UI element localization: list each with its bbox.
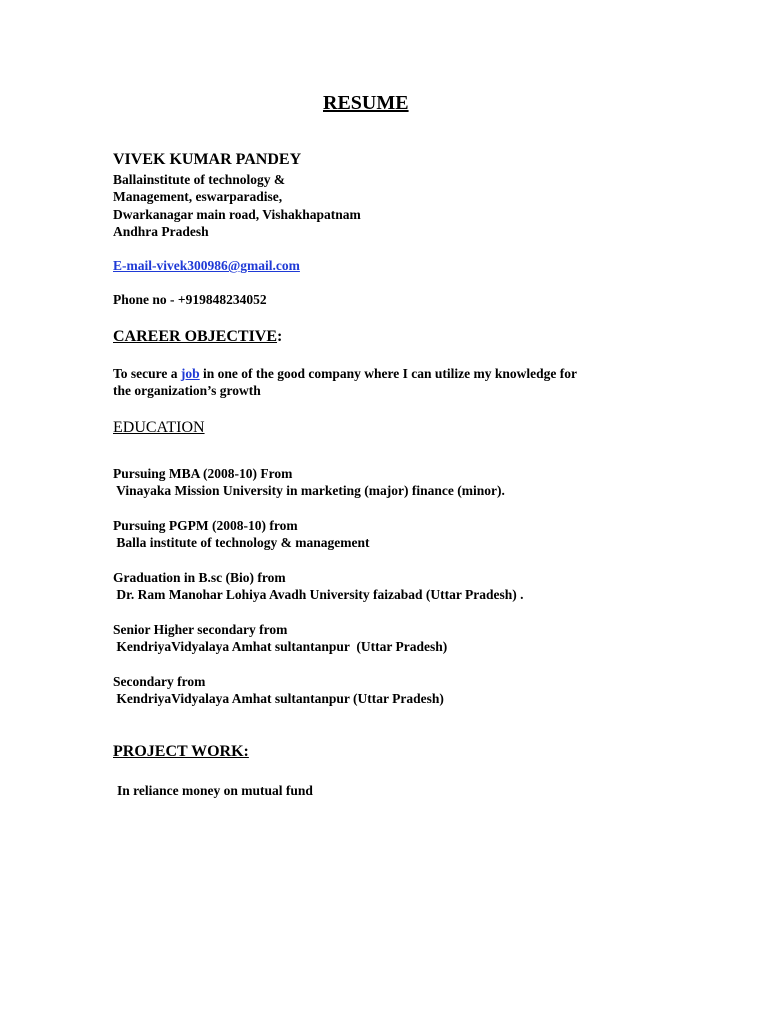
education-degree: Secondary from [113, 674, 206, 689]
phone-number: Phone no - +919848234052 [113, 292, 267, 307]
address-line: Management, eswarparadise, [113, 189, 283, 204]
job-link[interactable]: job [180, 366, 200, 381]
objective-text: To secure a [113, 366, 181, 381]
candidate-name: VIVEK KUMAR PANDEY [113, 151, 302, 168]
education-heading: EDUCATION [113, 419, 205, 436]
project-work-heading: PROJECT WORK: [113, 743, 249, 760]
career-objective-heading [113, 328, 282, 346]
career-heading-colon: : [277, 328, 283, 345]
email-link[interactable]: E-mail-vivek300986@gmail.com [113, 258, 300, 273]
education-degree: Pursuing PGPM (2008-10) from [113, 518, 298, 533]
objective-line: the organization’s growth [113, 383, 261, 398]
career-heading-text: CAREER OBJECTIVE [113, 328, 278, 345]
objective-text: in one of the good company where I can utilize my knowledge for [199, 366, 578, 381]
education-degree: Senior Higher secondary from [113, 622, 288, 637]
address-line: Dwarkanagar main road, Vishakhapatnam [113, 207, 361, 222]
address-line: Ballainstitute of technology & [113, 172, 286, 187]
education-institution: KendriyaVidyalaya Amhat sultantanpur (Uttar Pradesh) [113, 691, 444, 706]
education-degree: Graduation in B.sc (Bio) from [113, 570, 286, 585]
education-institution: Vinayaka Mission University in marketing (major) finance (minor). [113, 483, 505, 498]
education-institution: KendriyaVidyalaya Amhat sultantanpur (Uttar Pradesh) [113, 639, 448, 654]
project-description: In reliance money on mutual fund [117, 783, 313, 798]
education-institution: Dr. Ram Manohar Lohiya Avadh University faizabad (Uttar Pradesh) . [113, 587, 524, 602]
education-degree: Pursuing MBA (2008-10) From [113, 466, 293, 481]
document-title: RESUME [323, 92, 409, 114]
objective-line [113, 366, 577, 382]
address-line: Andhra Pradesh [113, 224, 209, 239]
education-institution: Balla institute of technology & management [113, 535, 370, 550]
